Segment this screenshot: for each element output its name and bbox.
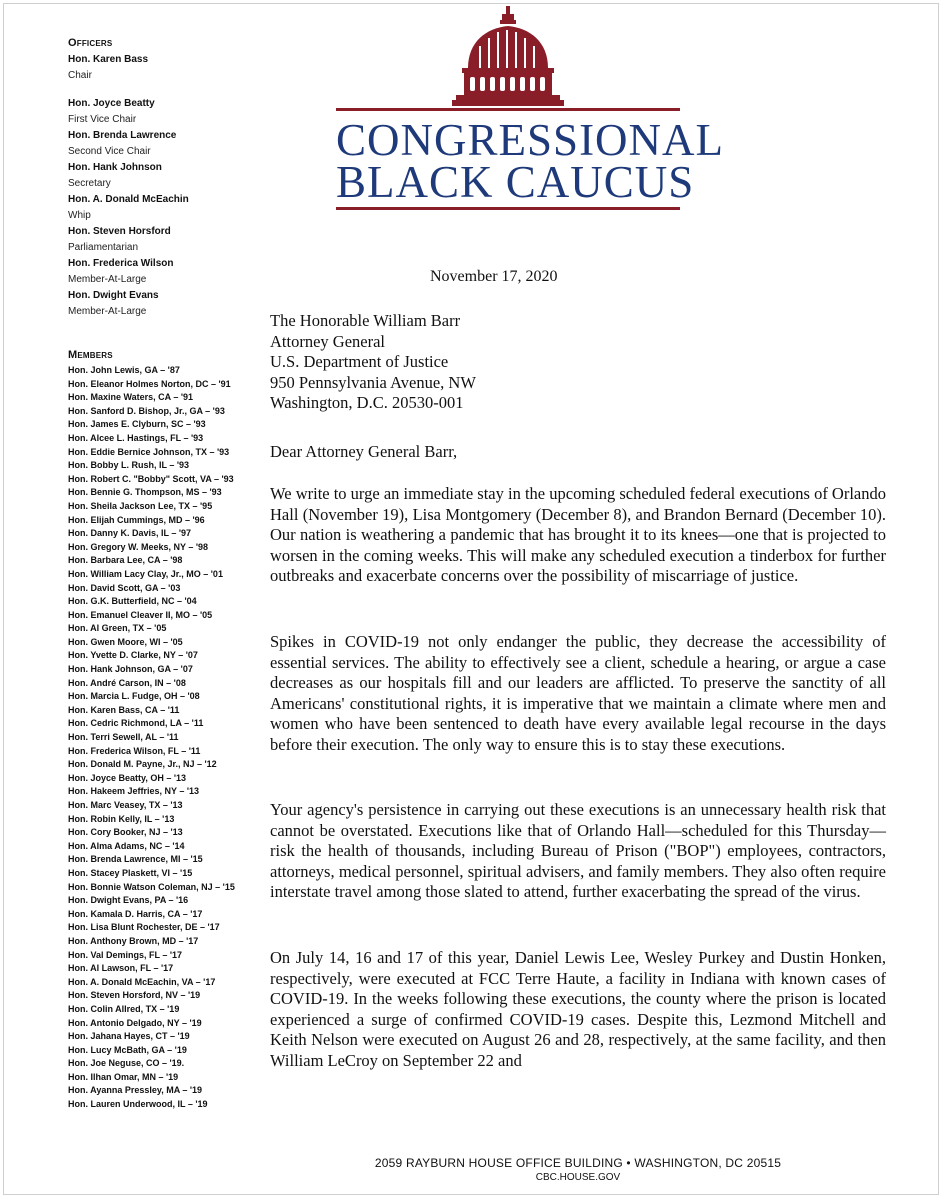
member-item: Hon. André Carson, IN – '08 [68,677,186,688]
member-item: Hon. Colin Allred, TX – '19 [68,1003,180,1014]
body-paragraph: Your agency's persistence in carrying out these executions is an unnecessary health risk that cannot be overstated. Executions like that of Orlando Hall—scheduled for this Thursday—risk the health of thousands, including Bureau of Prison ("BOP") employees, contractors, attorneys, medical personnel, spiritual advisers, and family members. They also often require interstate travel among those slated to attend, further exacerbating the spread of the virus. [270,800,886,902]
logo-divider-bottom [336,207,680,210]
member-item: Hon. Maxine Waters, CA – '91 [68,392,194,403]
officer-role: Member-At-Large [68,306,147,317]
logo-line-2: BLACK CAUCUS [336,157,695,207]
member-item: Hon. Stacey Plaskett, VI – '15 [68,867,193,878]
officer-role: Second Vice Chair [68,146,151,157]
member-item: Hon. Bennie G. Thompson, MS – '93 [68,487,222,498]
body-paragraph: Spikes in COVID-19 not only endanger the public, they decrease the accessibility of essential services. The ability to effectively see a client, schedule a hearing, or argue a case decreases as our hospitals fill and our leaders are afflicted. To preserve the sanctity of all Americans' constitutional rights, it is imperative that we maintain a climate where men and women who have been sentenced to death have every available legal recourse in the days before their execution. The only way to ensure this is to stay these executions. [270,632,886,754]
member-item: Hon. Robert C. "Bobby" Scott, VA – '93 [68,473,234,484]
sidebar [68,34,248,1112]
member-item: Hon. Steven Horsford, NV – '19 [68,990,201,1001]
member-item: Hon. Al Lawson, FL – '17 [68,963,174,974]
officer-role: Member-At-Large [68,274,147,285]
officer-role: Chair [68,70,92,81]
member-item: Hon. Hakeem Jeffries, NY – '13 [68,786,200,797]
member-item: Hon. James E. Clyburn, SC – '93 [68,419,206,430]
member-item: Hon. Gwen Moore, WI – '05 [68,636,183,647]
member-item: Hon. Eddie Bernice Johnson, TX – '93 [68,446,230,457]
officer-role: Whip [68,210,91,221]
member-item: Hon. Gregory W. Meeks, NY – '98 [68,541,209,552]
address-line: The Honorable William Barr [270,311,461,330]
officer-name: Hon. Brenda Lawrence [68,130,177,141]
member-item: Hon. Lauren Underwood, IL – '19 [68,1099,208,1110]
member-item: Hon. Eleanor Holmes Norton, DC – '91 [68,378,231,389]
member-item: Hon. Val Demings, FL – '17 [68,949,183,960]
member-item: Hon. Kamala D. Harris, CA – '17 [68,908,203,919]
member-item: Hon. Ilhan Omar, MN – '19 [68,1071,179,1082]
member-item: Hon. Terri Sewell, AL – '11 [68,732,179,743]
recipient-address [270,311,476,414]
member-item: Hon. William Lacy Clay, Jr., MO – '01 [68,568,223,579]
member-item: Hon. Emanuel Cleaver II, MO – '05 [68,609,213,620]
officer-role: Parliamentarian [68,242,139,253]
member-item: Hon. Marcia L. Fudge, OH – '08 [68,691,200,702]
logo-line-1: CONGRESSIONAL [336,115,725,165]
member-item: Hon. Alcee L. Hastings, FL – '93 [68,432,204,443]
member-item: Hon. Yvette D. Clarke, NY – '07 [68,650,198,661]
officer-name: Hon. Joyce Beatty [68,98,155,109]
member-item: Hon. Dwight Evans, PA – '16 [68,895,189,906]
officer-name: Hon. A. Donald McEachin [68,194,189,205]
body-paragraph: We write to urge an immediate stay in the upcoming scheduled federal executions of Orlando Hall (November 19), Lisa Montgomery (December 8), and Brandon Bernard (December 10). Our nation is weathering a pandemic that has brought it to its knees—one that is projected to worsen in the coming weeks. This will make any scheduled execution a tinderbox for further outbreaks and exacerbate concerns over the possibility of miscarriage of justice. [270,484,887,586]
member-item: Hon. Al Green, TX – '05 [68,623,167,634]
member-item: Hon. David Scott, GA – '03 [68,582,181,593]
letter-date: November 17, 2020 [430,268,558,285]
member-item: Hon. Sheila Jackson Lee, TX – '95 [68,500,213,511]
members-heading: Members [68,349,113,361]
member-item: Hon. Ayanna Pressley, MA – '19 [68,1085,203,1096]
member-item: Hon. Brenda Lawrence, MI – '15 [68,854,203,865]
footer-address: 2059 RAYBURN HOUSE OFFICE BUILDING • WASHINGTON, DC 20515 [374,1156,782,1170]
member-item: Hon. G.K. Butterfield, NC – '04 [68,596,197,607]
officer-role: Secretary [68,178,111,189]
member-item: Hon. A. Donald McEachin, VA – '17 [68,976,216,987]
officer-name: Hon. Frederica Wilson [68,258,174,269]
salutation: Dear Attorney General Barr, [270,442,458,461]
capitol-dome-icon [448,6,568,108]
officer-name: Hon. Dwight Evans [68,290,159,301]
member-item: Hon. Karen Bass, CA – '11 [68,704,180,715]
member-item: Hon. Frederica Wilson, FL – '11 [68,745,201,756]
member-item: Hon. Marc Veasey, TX – '13 [68,800,183,810]
member-item: Hon. Anthony Brown, MD – '17 [68,935,199,946]
body-paragraph: On July 14, 16 and 17 of this year, Daniel Lewis Lee, Wesley Purkey and Dustin Honken, respectively, were executed at FCC Terre Haute, a facility in Indiana with known cases of COVID-19. In the weeks following these executions, the county where the prison is located experienced a surge of confirmed COVID-19 cases. Despite this, Lezmond Mitchell and Keith Nelson were executed on August 26 and 28, respectively, at the same facility, and then William LeCroy on September 22 and [270,948,886,1070]
member-item: Hon. Antonio Delgado, NY – '19 [68,1017,202,1028]
member-item: Hon. Alma Adams, NC – '14 [68,840,185,851]
address-line: Attorney General [270,331,385,351]
member-item: Hon. Sanford D. Bishop, Jr., GA – '93 [68,405,225,416]
officer-name: Hon. Hank Johnson [68,162,162,173]
officer-role: First Vice Chair [68,114,137,125]
members-section [68,346,248,1112]
member-item: Hon. Joyce Beatty, OH – '13 [68,772,187,783]
cbc-logo [336,0,725,220]
officer-name: Hon. Steven Horsford [68,226,171,237]
officers-heading: Officers [68,37,113,49]
members-list [68,364,248,1112]
letterhead-footer [270,1156,886,1183]
member-item: Hon. John Lewis, GA – '87 [68,365,180,375]
footer-website: CBC.HOUSE.GOV [535,1172,621,1183]
member-item: Hon. Donald M. Payne, Jr., NJ – '12 [68,759,217,770]
member-item: Hon. Lucy McBath, GA – '19 [68,1044,187,1055]
member-item: Hon. Bonnie Watson Coleman, NJ – '15 [68,881,235,892]
member-item: Hon. Joe Neguse, CO – '19. [68,1058,185,1069]
logo-divider-top [336,108,680,111]
address-line: 950 Pennsylvania Avenue, NW [270,372,476,392]
member-item: Hon. Elijah Cummings, MD – '96 [68,514,205,525]
address-line: Washington, D.C. 20530-001 [270,393,464,412]
officer-name: Hon. Karen Bass [68,54,149,65]
member-item: Hon. Cedric Richmond, LA – '11 [68,718,204,729]
member-item: Hon. Lisa Blunt Rochester, DE – '17 [68,922,220,933]
address-line: U.S. Department of Justice [270,352,449,371]
member-item: Hon. Hank Johnson, GA – '07 [68,664,193,675]
member-item: Hon. Danny K. Davis, IL – '97 [68,528,192,539]
member-item: Hon. Bobby L. Rush, IL – '93 [68,460,189,471]
officers-section [68,34,248,320]
member-item: Hon. Barbara Lee, CA – '98 [68,555,183,566]
member-item: Hon. Robin Kelly, IL – '13 [68,813,175,824]
member-item: Hon. Jahana Hayes, CT – '19 [68,1031,190,1042]
member-item: Hon. Cory Booker, NJ – '13 [68,827,183,838]
